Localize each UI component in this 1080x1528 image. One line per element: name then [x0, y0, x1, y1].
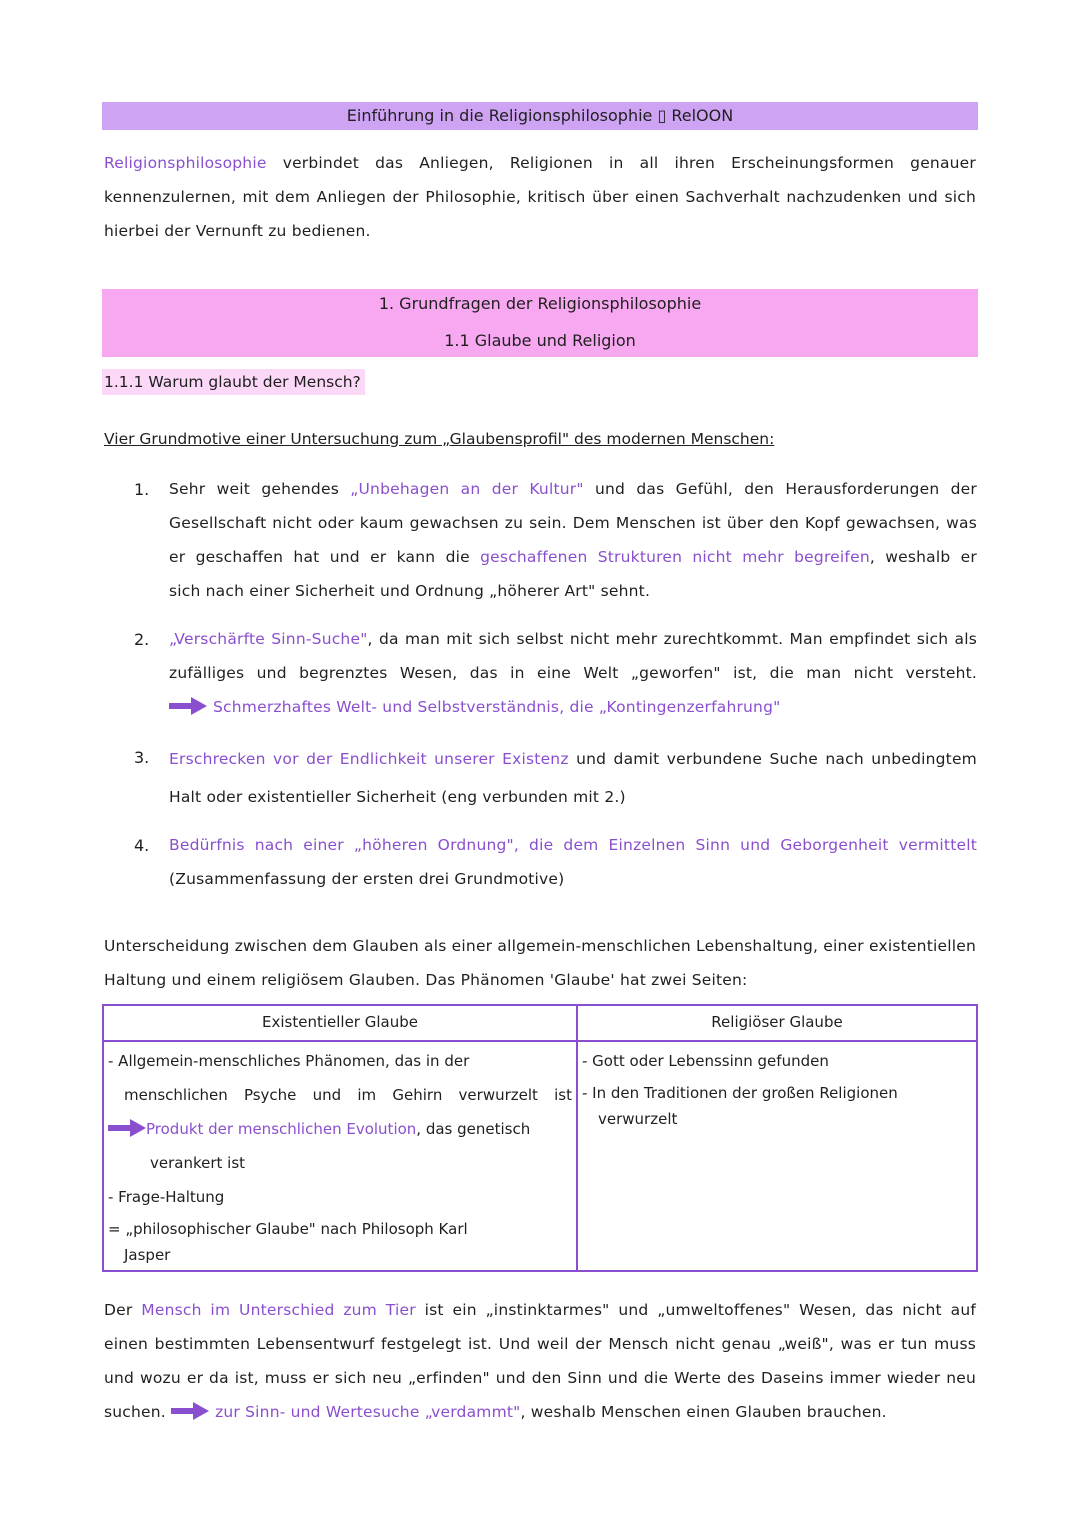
motives-intro: Vier Grundmotive einer Untersuchung zum „Glaubensprofil" des modernen Menschen:: [104, 430, 775, 448]
motive-1-highlight-2: geschaffenen Strukturen nicht mehr begreifen: [480, 548, 870, 566]
motive-item-3: [169, 740, 977, 816]
motive-2-text-b: , da man mit sich selbst nicht mehr zurechtkommt. Man empfindet sich als: [367, 630, 977, 648]
motive-number-1: 1.: [134, 480, 150, 499]
existential-highlight: Produkt der menschlichen Evolution: [146, 1120, 417, 1138]
intro-line-3: hierbei der Vernunft zu bedienen.: [104, 222, 371, 240]
comparison-table: [102, 1004, 978, 1272]
arrow-right-icon: [108, 1119, 146, 1137]
table-row: [103, 1041, 977, 1271]
motive-1-text-d: , weshalb er: [869, 548, 977, 566]
motive-3-text-b: und damit verbundene Suche nach unbedingtem: [568, 750, 977, 768]
distinction-line-2: Haltung und einem religiösem Glauben. Das Phänomen 'Glaube' hat zwei Seiten:: [104, 971, 748, 989]
motive-1-text-c: er geschaffen hat und er kann die: [169, 548, 481, 566]
closing-line-3: und wozu er da ist, muss er sich neu „erfinden" und den Sinn und die Werte des Daseins immer wieder neu: [104, 1369, 976, 1387]
existential-line-5: - Frage-Haltung: [108, 1188, 225, 1206]
closing-highlight-1: Mensch im Unterschied zum Tier: [141, 1301, 416, 1319]
existential-line-7: Jasper: [124, 1246, 171, 1264]
closing-line-4: [104, 1395, 976, 1429]
table-header-existential: Existentieller Glaube: [103, 1005, 577, 1041]
intro-paragraph: [104, 146, 976, 248]
existential-line-2: menschlichen Psyche und im Gehirn verwurzelt ist: [124, 1086, 572, 1104]
existential-line-3: [108, 1112, 572, 1146]
closing-line-2: einen bestimmten Lebensentwurf festgelegt ist. Und weil der Mensch nicht genau „weiß", was er tun muss: [104, 1335, 976, 1353]
intro-term: Religionsphilosophie: [104, 154, 267, 172]
subsection-heading: 1.1.1 Warum glaubt der Mensch?: [102, 369, 365, 395]
closing-text-c: suchen.: [104, 1403, 172, 1421]
table-header-religious: Religiöser Glaube: [577, 1005, 977, 1041]
motive-number-4: 4.: [134, 836, 150, 855]
religious-cell: [577, 1041, 977, 1271]
existential-line-4: verankert ist: [150, 1154, 246, 1172]
closing-text-a: Der: [104, 1301, 142, 1319]
existential-text: , das genetisch: [416, 1120, 531, 1138]
motive-item-4: [169, 828, 977, 896]
distinction-paragraph: [104, 929, 976, 997]
motive-1-line-2: Gesellschaft nicht oder kaum gewachsen zu sein. Dem Menschen ist über den Kopf gewachsen, was: [169, 514, 977, 532]
page-title: [102, 102, 978, 130]
motive-item-1: [169, 472, 977, 608]
motive-1-line-3: [169, 540, 977, 574]
closing-line-1: [104, 1293, 976, 1327]
motive-number-2: 2.: [134, 630, 150, 649]
arrow-right-icon: [169, 697, 207, 715]
existential-line-1: - Allgemein-menschliches Phänomen, das in der: [108, 1052, 470, 1070]
motive-1-text-a: Sehr weit gehendes: [169, 480, 351, 498]
page-title-text: Einführung in die Religionsphilosophie ▯ RelOON: [346, 106, 734, 125]
existential-cell: [103, 1041, 577, 1271]
section-heading: [102, 289, 978, 357]
motive-item-2: [169, 622, 977, 724]
motive-3-highlight: Erschrecken vor der Endlichkeit unserer Existenz: [169, 750, 569, 768]
motive-2-line-3: [169, 690, 977, 724]
motive-2-highlight: „Verschärfte Sinn-Suche": [169, 630, 368, 648]
intro-line-2: kennenzulernen, mit dem Anliegen der Philosophie, kritisch über einen Sachverhalt nachzudenken und sich: [104, 188, 976, 206]
motive-1-line-1: [169, 472, 977, 506]
motive-2-line-2: zufälliges und begrenztes Wesen, das in eine Welt „geworfen" ist, die man nicht versteht.: [169, 664, 977, 682]
motive-3-line-2: Halt oder existentieller Sicherheit (eng verbunden mit 2.): [169, 788, 626, 806]
motive-4-line-2: (Zusammenfassung der ersten drei Grundmotive): [169, 870, 565, 888]
intro-line-1: [104, 146, 976, 180]
religious-line-2: - In den Traditionen der großen Religionen: [582, 1084, 898, 1102]
religious-line-1: - Gott oder Lebenssinn gefunden: [582, 1052, 829, 1070]
motive-1-text-b: und das Gefühl, den Herausforderungen der: [583, 480, 977, 498]
distinction-line-1: Unterscheidung zwischen dem Glauben als einer allgemein-menschlichen Lebenshaltung, einer existentiellen: [104, 937, 976, 955]
motive-2-line-1: [169, 622, 977, 656]
existential-line-6: = „philosophischer Glaube" nach Philosoph Karl: [108, 1220, 468, 1238]
closing-text-d: , weshalb Menschen einen Glauben brauchen.: [520, 1403, 887, 1421]
section-subheading-text: 1.1 Glaube und Religion: [444, 331, 636, 350]
motive-1-highlight: „Unbehagen an der Kultur": [350, 480, 584, 498]
closing-paragraph: [104, 1293, 976, 1429]
motive-number-3: 3.: [134, 748, 150, 767]
motive-2-conclusion: Schmerzhaftes Welt- und Selbstverständnis, die „Kontingenzerfahrung": [213, 698, 781, 716]
table-header-row: [103, 1005, 977, 1041]
arrow-right-icon: [171, 1402, 209, 1420]
closing-text-b: ist ein „instinktarmes" und „umweltoffenes" Wesen, das nicht auf: [415, 1301, 976, 1319]
section-heading-text: 1. Grundfragen der Religionsphilosophie: [378, 294, 702, 313]
motive-4-line-1: Bedürfnis nach einer „höheren Ordnung", die dem Einzelnen Sinn und Geborgenheit vermittelt: [169, 836, 977, 854]
religious-line-3: verwurzelt: [598, 1110, 678, 1128]
intro-text-1: verbindet das Anliegen, Religionen in all ihren Erscheinungsformen genauer: [266, 154, 976, 172]
motive-3-line-1: [169, 740, 977, 778]
motive-1-line-4: sich nach einer Sicherheit und Ordnung „höherer Art" sehnt.: [169, 582, 651, 600]
closing-highlight-2: zur Sinn- und Wertesuche „verdammt": [215, 1403, 521, 1421]
